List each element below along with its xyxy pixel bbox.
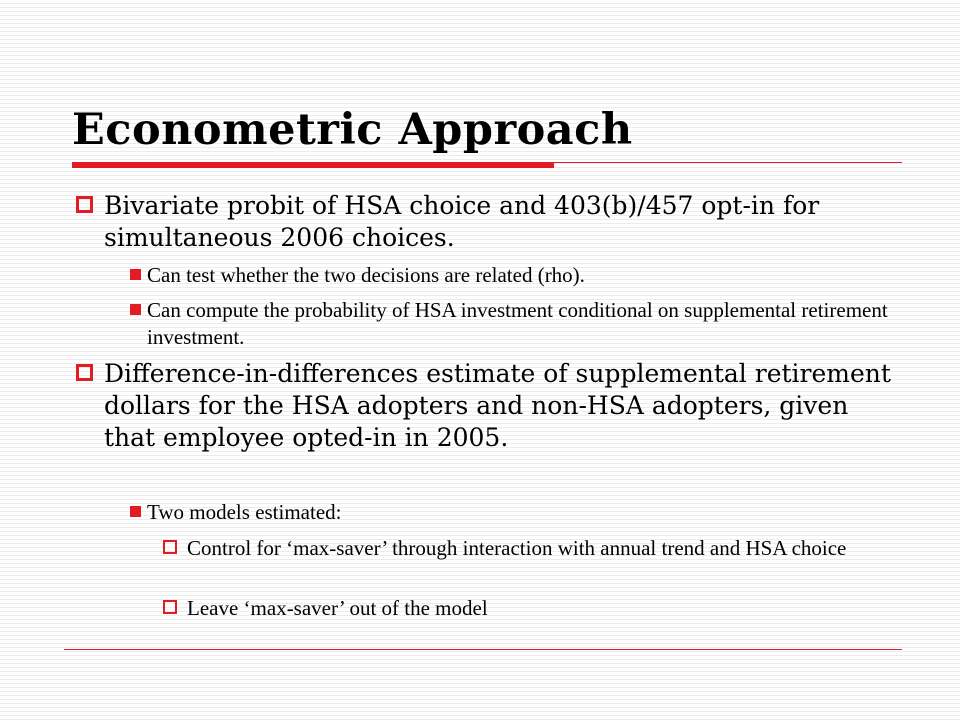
hollow-square-bullet-icon	[163, 540, 177, 554]
bullet-2-text: Difference-in-differences estimate of supplemental retirement dollars for the HSA adopters and non-HSA adopters, given that employee opted-in in 2005.	[104, 359, 891, 452]
subbullet-1-2	[130, 297, 890, 351]
subbullet-1-1	[130, 262, 890, 289]
subsubbullet-2-1-2-text: Leave ‘max-saver’ out of the model	[187, 596, 488, 620]
hollow-square-bullet-icon	[163, 600, 177, 614]
filled-square-bullet-icon	[130, 506, 141, 517]
subbullet-2-1-text: Two models estimated:	[147, 500, 342, 524]
filled-square-bullet-icon	[130, 304, 141, 315]
bullet-1	[76, 190, 906, 254]
subsubbullet-2-1-2	[163, 596, 893, 620]
footer-rule	[64, 649, 902, 650]
hollow-square-bullet-icon	[76, 196, 93, 213]
subbullet-2-1	[130, 499, 890, 526]
subsubbullet-2-1-1	[163, 536, 893, 560]
slide-title: Econometric Approach	[72, 105, 633, 155]
subbullet-1-1-text: Can test whether the two decisions are related (rho).	[147, 263, 585, 287]
subbullet-1-2-text: Can compute the probability of HSA investment conditional on supplemental retirement investment.	[147, 298, 888, 349]
subsubbullet-2-1-1-text: Control for ‘max-saver’ through interaction with annual trend and HSA choice	[187, 536, 847, 560]
filled-square-bullet-icon	[130, 269, 141, 280]
title-underline-accent	[72, 162, 554, 168]
bullet-1-text: Bivariate probit of HSA choice and 403(b)/457 opt-in for simultaneous 2006 choices.	[104, 191, 820, 252]
hollow-square-bullet-icon	[76, 364, 93, 381]
bullet-2	[76, 358, 906, 454]
